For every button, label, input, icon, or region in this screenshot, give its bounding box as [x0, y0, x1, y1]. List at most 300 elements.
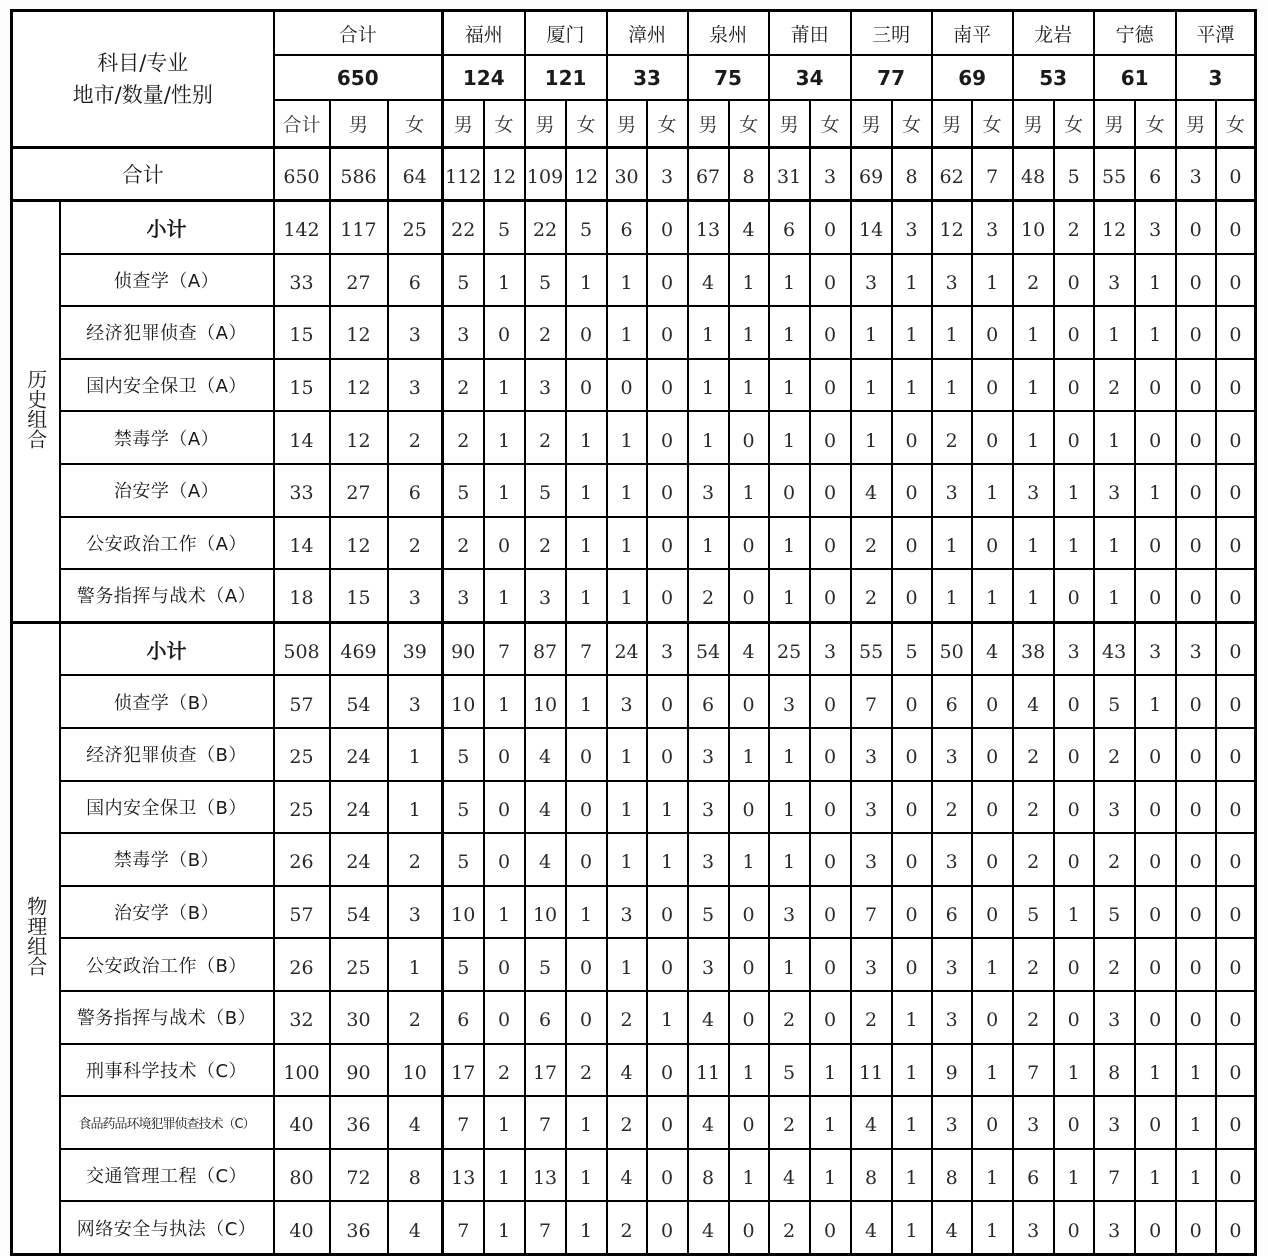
- cell-value: 1: [729, 728, 769, 781]
- cell-value: 3: [688, 833, 729, 886]
- cell-value: 1: [566, 464, 607, 517]
- cell-value: 2: [1013, 728, 1054, 781]
- cell-value: 0: [647, 464, 688, 517]
- cell-value: 7: [1013, 1044, 1054, 1097]
- grand-total-value: 0: [1216, 148, 1256, 201]
- cell-value: 40: [274, 1096, 330, 1149]
- cell-value: 50: [932, 622, 972, 675]
- cell-value: 0: [1135, 728, 1176, 781]
- grand-total-value: 48: [1013, 148, 1054, 201]
- cell-value: 1: [1135, 1149, 1176, 1202]
- cell-value: 1: [810, 1044, 851, 1097]
- cell-value: 0: [1135, 886, 1176, 939]
- header-city-total: 3: [1176, 55, 1256, 100]
- cell-value: 4: [851, 464, 892, 517]
- grand-total-value: 5: [1054, 148, 1094, 201]
- cell-value: 6: [932, 675, 972, 728]
- cell-value: 0: [892, 464, 932, 517]
- cell-value: 3: [688, 938, 729, 991]
- table-row: [12, 938, 1256, 991]
- cell-value: 0: [892, 886, 932, 939]
- cell-value: 3: [388, 359, 443, 412]
- header-city-total: 69: [932, 55, 1013, 100]
- cell-value: 0: [1135, 359, 1176, 412]
- cell-value: 4: [972, 622, 1013, 675]
- cell-value: 32: [274, 991, 330, 1044]
- cell-value: 4: [525, 728, 566, 781]
- cell-value: 3: [1013, 1096, 1054, 1149]
- table-row: [12, 1201, 1256, 1254]
- cell-value: 2: [443, 359, 484, 412]
- cell-value: 0: [1135, 569, 1176, 622]
- header-city-name: 泉州: [688, 11, 769, 56]
- cell-value: 0: [1176, 254, 1216, 307]
- header-sex-female: 女: [1054, 100, 1094, 148]
- cell-value: 3: [688, 728, 729, 781]
- cell-value: 3: [892, 201, 932, 254]
- cell-value: 0: [1216, 675, 1256, 728]
- cell-value: 0: [566, 359, 607, 412]
- cell-value: 1: [729, 306, 769, 359]
- cell-value: 1: [769, 781, 810, 834]
- major-label: 经济犯罪侦查（B）: [60, 728, 274, 781]
- table-row: [12, 254, 1256, 307]
- cell-value: 3: [525, 359, 566, 412]
- cell-value: 1: [566, 1201, 607, 1254]
- cell-value: 6: [525, 991, 566, 1044]
- cell-value: 0: [566, 833, 607, 886]
- cell-value: 0: [1216, 464, 1256, 517]
- cell-value: 0: [1216, 359, 1256, 412]
- cell-value: 2: [607, 1096, 647, 1149]
- cell-value: 24: [330, 728, 388, 781]
- cell-value: 2: [388, 517, 443, 570]
- cell-value: 1: [1013, 359, 1054, 412]
- cell-value: 1: [388, 938, 443, 991]
- cell-value: 1: [769, 254, 810, 307]
- cell-value: 1: [484, 464, 525, 517]
- cell-value: 0: [647, 254, 688, 307]
- cell-value: 2: [1013, 833, 1054, 886]
- cell-value: 0: [1176, 781, 1216, 834]
- cell-value: 6: [388, 254, 443, 307]
- cell-value: 6: [1013, 1149, 1054, 1202]
- cell-value: 1: [607, 306, 647, 359]
- cell-value: 4: [688, 1096, 729, 1149]
- cell-value: 0: [1135, 517, 1176, 570]
- cell-value: 1: [892, 306, 932, 359]
- cell-value: 0: [972, 517, 1013, 570]
- cell-value: 57: [274, 675, 330, 728]
- major-label: 刑事科学技术（C）: [60, 1044, 274, 1097]
- grand-total-value: 586: [330, 148, 388, 201]
- cell-value: 2: [607, 1201, 647, 1254]
- table-row: [12, 1096, 1256, 1149]
- cell-value: 4: [688, 1201, 729, 1254]
- grand-total-value: 8: [892, 148, 932, 201]
- major-label: 侦查学（B）: [60, 675, 274, 728]
- header-city-name: 莆田: [769, 11, 851, 56]
- major-label: 禁毒学（B）: [60, 833, 274, 886]
- cell-value: 0: [647, 411, 688, 464]
- header-sex-male: 男: [1176, 100, 1216, 148]
- cell-value: 1: [566, 675, 607, 728]
- subtotal-label: 小计: [60, 201, 274, 254]
- cell-value: 0: [1216, 938, 1256, 991]
- cell-value: 3: [607, 886, 647, 939]
- group-label-cell: [12, 201, 60, 623]
- cell-value: 4: [1013, 675, 1054, 728]
- table-row: [12, 675, 1256, 728]
- cell-value: 3: [1094, 254, 1135, 307]
- cell-value: 1: [932, 517, 972, 570]
- major-label: 国内安全保卫（B）: [60, 781, 274, 834]
- header-city-total: 75: [688, 55, 769, 100]
- cell-value: 0: [1135, 781, 1176, 834]
- cell-value: 0: [647, 886, 688, 939]
- cell-value: 0: [1054, 938, 1094, 991]
- major-label: 警务指挥与战术（B）: [60, 991, 274, 1044]
- cell-value: 1: [688, 359, 729, 412]
- cell-value: 1: [1176, 1149, 1216, 1202]
- cell-value: 2: [1094, 728, 1135, 781]
- cell-value: 6: [932, 886, 972, 939]
- cell-value: 1: [769, 833, 810, 886]
- cell-value: 1: [769, 938, 810, 991]
- cell-value: 0: [1176, 306, 1216, 359]
- cell-value: 0: [729, 1096, 769, 1149]
- cell-value: 2: [443, 411, 484, 464]
- header-sex-female: 女: [388, 100, 443, 148]
- cell-value: 508: [274, 622, 330, 675]
- table-row: [12, 359, 1256, 412]
- cell-value: 0: [810, 675, 851, 728]
- cell-value: 0: [810, 833, 851, 886]
- cell-value: 0: [810, 1201, 851, 1254]
- cell-value: 24: [607, 622, 647, 675]
- enrollment-plan-table: [10, 9, 1257, 1256]
- cell-value: 13: [443, 1149, 484, 1202]
- cell-value: 13: [525, 1149, 566, 1202]
- cell-value: 4: [729, 201, 769, 254]
- cell-value: 0: [769, 464, 810, 517]
- cell-value: 1: [566, 1096, 607, 1149]
- cell-value: 0: [892, 833, 932, 886]
- cell-value: 3: [851, 728, 892, 781]
- cell-value: 1: [484, 1149, 525, 1202]
- cell-value: 0: [1135, 411, 1176, 464]
- header-sex-male: 男: [1013, 100, 1054, 148]
- header-total-value: 650: [274, 55, 443, 100]
- cell-value: 12: [1094, 201, 1135, 254]
- cell-value: 0: [729, 781, 769, 834]
- header-sex-male: 男: [851, 100, 892, 148]
- header-total-label: 合计: [274, 11, 443, 56]
- cell-value: 2: [1094, 938, 1135, 991]
- cell-value: 10: [525, 675, 566, 728]
- cell-value: 5: [769, 1044, 810, 1097]
- cell-value: 1: [484, 886, 525, 939]
- cell-value: 7: [525, 1201, 566, 1254]
- cell-value: 1: [566, 517, 607, 570]
- cell-value: 0: [647, 675, 688, 728]
- cell-value: 22: [443, 201, 484, 254]
- cell-value: 1: [729, 1044, 769, 1097]
- cell-value: 0: [1054, 306, 1094, 359]
- table-row: [12, 411, 1256, 464]
- cell-value: 1: [892, 254, 932, 307]
- cell-value: 1: [729, 254, 769, 307]
- cell-value: 1: [769, 306, 810, 359]
- cell-value: 1: [972, 254, 1013, 307]
- cell-value: 2: [851, 991, 892, 1044]
- header-city-total: 124: [443, 55, 525, 100]
- cell-value: 0: [647, 306, 688, 359]
- cell-value: 0: [1054, 411, 1094, 464]
- cell-value: 3: [688, 781, 729, 834]
- cell-value: 0: [810, 464, 851, 517]
- cell-value: 0: [647, 938, 688, 991]
- cell-value: 11: [688, 1044, 729, 1097]
- cell-value: 1: [932, 306, 972, 359]
- cell-value: 26: [274, 833, 330, 886]
- cell-value: 0: [1216, 1044, 1256, 1097]
- major-label: 网络安全与执法（C）: [60, 1201, 274, 1254]
- cell-value: 0: [1054, 569, 1094, 622]
- header-city-name: 平潭: [1176, 11, 1256, 56]
- cell-value: 2: [525, 411, 566, 464]
- cell-value: 24: [330, 833, 388, 886]
- cell-value: 1: [892, 359, 932, 412]
- cell-value: 1: [1135, 306, 1176, 359]
- cell-value: 0: [810, 517, 851, 570]
- cell-value: 1: [1094, 569, 1135, 622]
- cell-value: 0: [729, 675, 769, 728]
- cell-value: 3: [1013, 464, 1054, 517]
- cell-value: 0: [892, 411, 932, 464]
- cell-value: 0: [729, 991, 769, 1044]
- cell-value: 0: [1216, 833, 1256, 886]
- cell-value: 0: [1054, 991, 1094, 1044]
- cell-value: 1: [1013, 306, 1054, 359]
- corner-line-2: 地市/数量/性别: [72, 83, 213, 107]
- cell-value: 2: [851, 517, 892, 570]
- cell-value: 1: [607, 254, 647, 307]
- grand-total-value: 62: [932, 148, 972, 201]
- cell-value: 0: [1216, 254, 1256, 307]
- cell-value: 0: [892, 728, 932, 781]
- table-row: [12, 464, 1256, 517]
- cell-value: 0: [972, 1096, 1013, 1149]
- cell-value: 5: [1013, 886, 1054, 939]
- cell-value: 1: [1135, 675, 1176, 728]
- header-city-total: 53: [1013, 55, 1094, 100]
- cell-value: 2: [769, 991, 810, 1044]
- cell-value: 0: [810, 728, 851, 781]
- cell-value: 12: [330, 359, 388, 412]
- cell-value: 5: [525, 464, 566, 517]
- cell-value: 0: [484, 781, 525, 834]
- header-sex-female: 女: [566, 100, 607, 148]
- header-city-name: 龙岩: [1013, 11, 1094, 56]
- cell-value: 4: [607, 1044, 647, 1097]
- cell-value: 0: [1216, 306, 1256, 359]
- cell-value: 14: [274, 517, 330, 570]
- cell-value: 0: [1176, 991, 1216, 1044]
- cell-value: 2: [1094, 359, 1135, 412]
- cell-value: 0: [647, 1149, 688, 1202]
- subtotal-row: [12, 622, 1256, 675]
- cell-value: 0: [892, 517, 932, 570]
- cell-value: 1: [932, 569, 972, 622]
- grand-total-value: 650: [274, 148, 330, 201]
- cell-value: 1: [729, 359, 769, 412]
- cell-value: 38: [1013, 622, 1054, 675]
- cell-value: 1: [688, 517, 729, 570]
- header-sex-female: 女: [810, 100, 851, 148]
- cell-value: 3: [972, 201, 1013, 254]
- cell-value: 1: [729, 833, 769, 886]
- cell-value: 39: [388, 622, 443, 675]
- cell-value: 72: [330, 1149, 388, 1202]
- cell-value: 1: [892, 1096, 932, 1149]
- cell-value: 54: [330, 886, 388, 939]
- cell-value: 0: [810, 886, 851, 939]
- cell-value: 1: [1013, 411, 1054, 464]
- cell-value: 1: [607, 464, 647, 517]
- cell-value: 5: [525, 938, 566, 991]
- cell-value: 14: [274, 411, 330, 464]
- header-city-name: 南平: [932, 11, 1013, 56]
- cell-value: 4: [729, 622, 769, 675]
- cell-value: 5: [525, 254, 566, 307]
- cell-value: 0: [566, 781, 607, 834]
- cell-value: 6: [769, 201, 810, 254]
- cell-value: 1: [972, 464, 1013, 517]
- cell-value: 4: [388, 1096, 443, 1149]
- cell-value: 1: [932, 359, 972, 412]
- cell-value: 3: [1094, 991, 1135, 1044]
- cell-value: 0: [1216, 886, 1256, 939]
- cell-value: 0: [729, 517, 769, 570]
- cell-value: 0: [729, 569, 769, 622]
- cell-value: 4: [769, 1149, 810, 1202]
- cell-value: 3: [932, 464, 972, 517]
- cell-value: 3: [525, 569, 566, 622]
- cell-value: 1: [484, 569, 525, 622]
- cell-value: 0: [1054, 833, 1094, 886]
- grand-total-value: 69: [851, 148, 892, 201]
- cell-value: 2: [443, 517, 484, 570]
- cell-value: 10: [525, 886, 566, 939]
- cell-value: 2: [1013, 991, 1054, 1044]
- cell-value: 0: [484, 517, 525, 570]
- cell-value: 1: [851, 306, 892, 359]
- cell-value: 2: [388, 833, 443, 886]
- cell-value: 3: [1094, 464, 1135, 517]
- header-sex-male: 男: [525, 100, 566, 148]
- cell-value: 0: [1176, 411, 1216, 464]
- cell-value: 100: [274, 1044, 330, 1097]
- cell-value: 0: [566, 938, 607, 991]
- header-city-total: 33: [607, 55, 688, 100]
- cell-value: 5: [484, 201, 525, 254]
- cell-value: 0: [1216, 622, 1256, 675]
- cell-value: 1: [851, 411, 892, 464]
- grand-total-value: 67: [688, 148, 729, 201]
- cell-value: 87: [525, 622, 566, 675]
- cell-value: 1: [484, 359, 525, 412]
- cell-value: 2: [851, 569, 892, 622]
- header-sex-male: 男: [443, 100, 484, 148]
- cell-value: 0: [1216, 411, 1256, 464]
- grand-total-value: 3: [647, 148, 688, 201]
- cell-value: 0: [729, 886, 769, 939]
- cell-value: 10: [443, 886, 484, 939]
- header-city-total: 34: [769, 55, 851, 100]
- cell-value: 0: [972, 781, 1013, 834]
- group-label-cell: [12, 622, 60, 1254]
- header-city-name: 漳州: [607, 11, 688, 56]
- grand-total-value: 64: [388, 148, 443, 201]
- cell-value: 1: [484, 1201, 525, 1254]
- cell-value: 0: [1135, 1201, 1176, 1254]
- grand-total-value: 55: [1094, 148, 1135, 201]
- cell-value: 3: [932, 728, 972, 781]
- cell-value: 1: [607, 728, 647, 781]
- cell-value: 0: [566, 306, 607, 359]
- grand-total-value: 112: [443, 148, 484, 201]
- major-label: 侦查学（A）: [60, 254, 274, 307]
- cell-value: 25: [388, 201, 443, 254]
- cell-value: 0: [892, 938, 932, 991]
- header-city-total: 121: [525, 55, 607, 100]
- cell-value: 7: [525, 1096, 566, 1149]
- cell-value: 1: [388, 728, 443, 781]
- cell-value: 25: [330, 938, 388, 991]
- cell-value: 5: [443, 254, 484, 307]
- cell-value: 30: [330, 991, 388, 1044]
- cell-value: 26: [274, 938, 330, 991]
- cell-value: 15: [274, 359, 330, 412]
- cell-value: 0: [1176, 201, 1216, 254]
- header-sex-female: 女: [1216, 100, 1256, 148]
- cell-value: 0: [1176, 886, 1216, 939]
- header-sex-male: 男: [932, 100, 972, 148]
- cell-value: 12: [932, 201, 972, 254]
- cell-value: 0: [810, 938, 851, 991]
- cell-value: 12: [330, 517, 388, 570]
- grand-total-label: 合计: [12, 148, 274, 201]
- cell-value: 0: [972, 675, 1013, 728]
- cell-value: 6: [688, 675, 729, 728]
- cell-value: 0: [647, 1044, 688, 1097]
- grand-total-value: 8: [729, 148, 769, 201]
- header-sex-male: 男: [1094, 100, 1135, 148]
- cell-value: 3: [851, 781, 892, 834]
- subtotal-label: 小计: [60, 622, 274, 675]
- cell-value: 0: [484, 306, 525, 359]
- cell-value: 1: [566, 411, 607, 464]
- header-sex-female: 女: [892, 100, 932, 148]
- cell-value: 5: [443, 728, 484, 781]
- cell-value: 0: [729, 411, 769, 464]
- cell-value: 5: [688, 886, 729, 939]
- major-label: 警务指挥与战术（A）: [60, 569, 274, 622]
- cell-value: 7: [443, 1201, 484, 1254]
- table-row: [12, 1044, 1256, 1097]
- cell-value: 0: [1176, 569, 1216, 622]
